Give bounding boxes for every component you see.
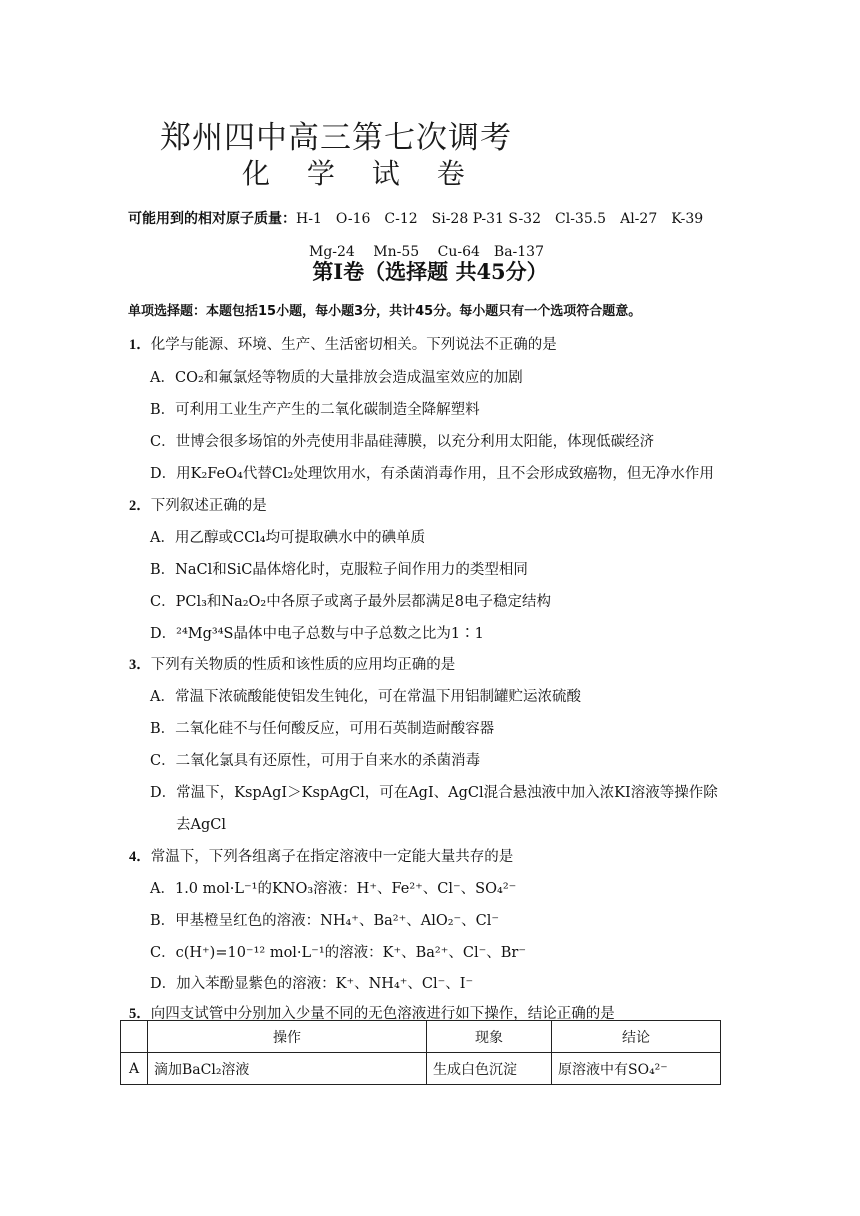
question-text: 向四支试管中分别加入少量不同的无色溶液进行如下操作，结论正确的是 [150,1006,615,1022]
question-number: 4． [129,849,151,865]
question-option: B．二氧化硅不与任何酸反应，可用石英制造耐酸容器 [150,721,495,737]
question-option-continued: 去AgCl [176,817,226,833]
experiment-table [120,1020,721,1085]
question-option: A．常温下浓硫酸能使铝发生钝化，可在常温下用铝制罐贮运浓硫酸 [150,689,581,705]
atomic-mass-values-2: Mg-24 Mn-55 Cu-64 Ba-137 [309,244,544,260]
question-option: B．NaCl和SiC晶体熔化时，克服粒子间作用力的类型相同 [150,562,528,578]
question-option: B．甲基橙呈红色的溶液：NH₄⁺、Ba²⁺、AlO₂⁻、Cl⁻ [150,913,500,929]
atomic-mass-values-1: H-1 O-16 C-12 Si-28 P-31 S-32 Cl-35.5 Al-27 K-39 [296,211,704,227]
question-option: A．用乙醇或CCl₄均可提取碘水中的碘单质 [150,530,426,546]
table-cell: 生成白色沉淀 [427,1053,552,1085]
question-option: C．PCl₃和Na₂O₂中各原子或离子最外层都满足8电子稳定结构 [150,594,551,610]
subject-title: 化 学 试 卷 [242,157,479,190]
question-text: 化学与能源、环境、生产、生活密切相关。下列说法不正确的是 [150,337,557,353]
table-cell: A [121,1053,148,1085]
table-row [121,1053,721,1085]
table-header-cell: 操作 [148,1021,427,1053]
table-cell: 滴加BaCl₂溶液 [148,1053,427,1085]
atomic-mass-label: 可能用到的相对原子质量： [128,211,296,227]
table-cell: 原溶液中有SO₄²⁻ [552,1053,721,1085]
table-header-cell: 结论 [552,1021,721,1053]
question-option: C．世博会很多场馆的外壳使用非晶硅薄膜，以充分利用太阳能，体现低碳经济 [150,434,655,450]
question-option: C．c(H⁺)=10⁻¹² mol·L⁻¹的溶液：K⁺、Ba²⁺、Cl⁻、Br⁻ [150,945,527,961]
question-text: 下列有关物质的性质和该性质的应用均正确的是 [150,657,456,673]
question-stem [129,494,267,515]
question-option: D．²⁴Mg³⁴S晶体中电子总数与中子总数之比为1∶1 [150,626,484,642]
question-option: B．可利用工业生产产生的二氧化碳制造全降解塑料 [150,402,480,418]
question-number: 5． [129,1006,151,1022]
school-title: 郑州四中高三第七次调考 [160,120,512,156]
question-option: D．加入苯酚显紫色的溶液：K⁺、NH₄⁺、Cl⁻、I⁻ [150,976,474,992]
question-number: 2． [129,498,151,514]
question-stem [129,845,513,866]
question-option: C．二氧化氯具有还原性，可用于自来水的杀菌消毒 [150,753,481,769]
question-stem [129,653,455,674]
table-header-cell: 现象 [427,1021,552,1053]
question-option: D．常温下，KspAgI＞KspAgCl，可在AgI、AgCl混合悬浊液中加入浓KI溶液等操作除 [150,785,718,801]
section-title: 第Ⅰ卷（选择题 共45分） [312,259,548,284]
question-stem [129,333,557,354]
question-option: A．1.0 mol·L⁻¹的KNO₃溶液：H⁺、Fe²⁺、Cl⁻、SO₄²⁻ [150,881,517,897]
table-header-row [121,1021,721,1053]
question-option: A．CO₂和氟氯烃等物质的大量排放会造成温室效应的加剧 [150,370,523,386]
question-text: 常温下，下列各组离子在指定溶液中一定能大量共存的是 [150,849,514,865]
question-number: 1． [129,337,151,353]
atomic-mass-line-1 [128,208,703,228]
table-header-cell [121,1021,148,1053]
question-number: 3． [129,657,151,673]
section-instructions: 单项选择题：本题包括15小题，每小题3分，共计45分。每小题只有一个选项符合题意。 [128,304,642,319]
question-option: D．用K₂FeO₄代替Cl₂处理饮用水，有杀菌消毒作用，且不会形成致癌物，但无净水作用 [150,466,714,482]
question-text: 下列叙述正确的是 [150,498,267,514]
